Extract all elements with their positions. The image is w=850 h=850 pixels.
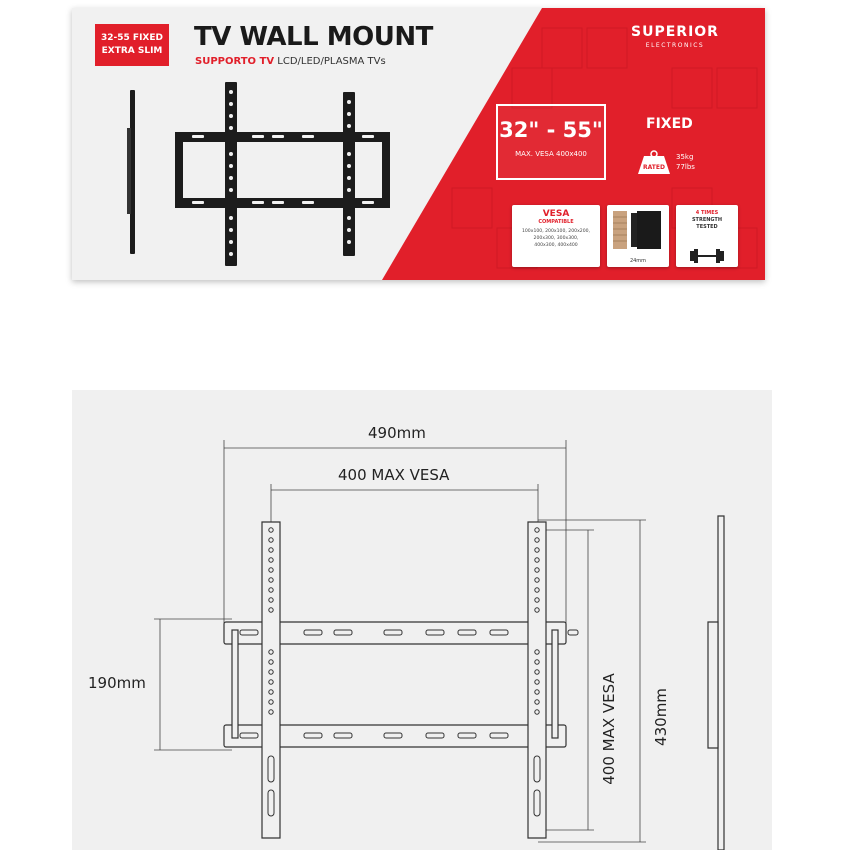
vesa-title: VESA xyxy=(542,209,570,219)
vesa-list-1: 100x100, 200x100, 200x200, xyxy=(521,229,591,234)
strength-line-3: TESTED xyxy=(696,224,718,230)
badge-line-2: EXTRA SLIM xyxy=(101,46,163,56)
badge-line-1: 32-55 FIXED xyxy=(101,33,163,43)
vesa-list-2: 200x300, 300x300, xyxy=(533,236,579,241)
total-height-label-wrap xyxy=(646,660,676,810)
brand-subtitle: ELECTRONICS xyxy=(645,42,705,49)
depth-card xyxy=(607,205,669,267)
mount-type-label: FIXED xyxy=(646,116,693,132)
rated-label: RATED xyxy=(643,164,665,171)
vesa-card xyxy=(512,205,600,267)
dumbbell-icon xyxy=(676,243,738,265)
weight-lbs: 77lbs xyxy=(676,163,695,171)
size-badge xyxy=(95,24,169,66)
subtitle-rest: LCD/LED/PLASMA TVs xyxy=(274,56,386,67)
product-banner xyxy=(72,8,765,280)
screen-size-range: 32" - 55" xyxy=(499,118,603,142)
wall-depth-icon xyxy=(607,205,669,255)
strength-line-1: 4 TIMES xyxy=(695,210,719,216)
depth-caption: 24mm xyxy=(629,258,647,264)
subtitle-highlight: SUPPORTO TV xyxy=(195,56,275,67)
strength-card xyxy=(676,205,738,267)
weight-kg: 35kg xyxy=(676,153,694,161)
weight-rating xyxy=(636,150,695,178)
product-title: TV WALL MOUNT xyxy=(194,22,433,52)
screen-size-box xyxy=(496,104,606,180)
brand-name: SUPERIOR xyxy=(631,24,719,40)
vesa-subtitle: COMPATIBLE xyxy=(538,219,574,225)
vertical-vesa-label: 400 MAX VESA xyxy=(600,673,618,785)
horizontal-vesa-label: 400 MAX VESA xyxy=(338,466,450,484)
total-width-label: 490mm xyxy=(368,424,426,442)
vesa-list-3: 400x300, 400x400 xyxy=(534,243,578,248)
strength-line-2: STRENGTH xyxy=(691,217,723,223)
product-subtitle xyxy=(195,56,386,67)
frame-height-label: 190mm xyxy=(88,674,146,692)
brand-logo xyxy=(620,24,730,49)
total-height-label: 430mm xyxy=(652,688,670,746)
vertical-vesa-label-wrap xyxy=(594,660,624,810)
max-vesa-note: MAX. VESA 400x400 xyxy=(515,150,587,158)
weight-icon xyxy=(636,150,672,176)
dimension-diagram xyxy=(72,390,772,850)
